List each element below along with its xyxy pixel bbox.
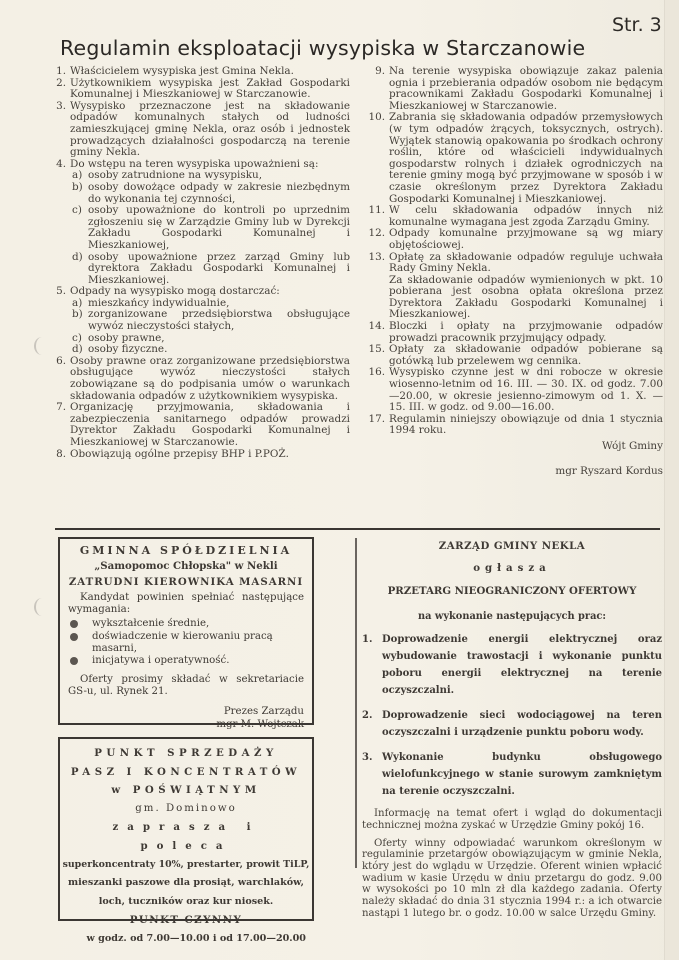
regulations-left-column xyxy=(50,66,350,460)
rule-item xyxy=(365,321,663,344)
rule-text: Odpady komunalne przyjmowane są wg miary objętościowej. xyxy=(389,227,663,251)
ad-line: superkoncentraty 10%, prestarter, prowit TiLP, xyxy=(62,858,310,870)
task-text: Wykonanie budynku obsługowego wielofunkcyjnego w stanie surowym zamkniętym na terenie oczyszczalni. xyxy=(382,752,662,798)
rule-text: Wysypisko czynne jest w dni robocze w okresie wiosenno-letnim od 16. III. — 30. IX. od godz. 7.00—20.00, w okresie jesienno-zimowym od 1. X. — 15. III. w godz. od 9.00—16.00. xyxy=(389,366,663,414)
rule-number: 8. xyxy=(56,447,66,460)
rule-text: Bloczki i opłaty na przyjmowanie odpadów prowadzi pracownik przyjmujący odpady. xyxy=(389,320,663,344)
rule-number: 4. xyxy=(56,157,66,170)
tender-headline: PRZETARG NIEOGRANICZONY OFERTOWY xyxy=(387,584,637,597)
ad-line: PUNKT SPRZEDAŻY xyxy=(94,747,278,759)
regulations-right-column xyxy=(365,66,663,477)
sub-text: osoby prawne, xyxy=(88,331,165,344)
rule-item xyxy=(365,228,663,251)
ad-line: mieszanki paszowe dla prosiąt, warchlaków, xyxy=(68,877,304,889)
paper-stain xyxy=(34,598,50,616)
tender-info: Informację na temat ofert i wgląd do dokumentacji technicznej można zyskać w Urzędzie Gminy pokój 16. xyxy=(362,808,662,831)
rule-extra-text: Za składowanie odpadów wymienionych w pkt. 10 pobierana jest osobna opłata określona przez Dyrektora Zakładu Gospodarki Komunalnej i Mieszkaniowej. xyxy=(389,273,663,321)
rule-number: 12. xyxy=(368,227,385,240)
requirement-item xyxy=(68,655,304,667)
tender-org: ZARZĄD GMINY NEKLA xyxy=(438,540,586,552)
sub-letter: c) xyxy=(72,204,82,217)
ad-org: GMINNA SPÓŁDZIELNIA xyxy=(79,544,293,557)
sub-item xyxy=(72,252,350,287)
rule-item xyxy=(50,159,350,287)
rule-text: Osoby prawne oraz zorganizowane przedsiębiorstwa obsługujące wywóz nieczystości stałych zobowiązane są do podpisania umów o warunkach składowania odpadów z użytkownikiem wysypiska. xyxy=(70,354,350,402)
rule-text: Opłaty za składowanie odpadów pobierane są gotówką lub przelewem wg cennika. xyxy=(389,343,663,367)
rule-number: 7. xyxy=(56,401,66,414)
sub-text: osoby zatrudnione na wysypisku, xyxy=(88,169,262,182)
rule-text: W celu składowania odpadów innych niż komunalne wymagana jest zgoda Zarządu Gminy. xyxy=(389,204,663,228)
ad-offer: Oferty prosimy składać w sekretariacie GS-u, ul. Rynek 21. xyxy=(68,673,304,697)
sub-item xyxy=(72,205,350,251)
rule-text: Organizację przyjmowania, składowania i zabezpieczenia sanitarnego odpadów prowadzi Dyrektor Zakładu Gospodarki Komunalnej i Mieszkaniowej w Starczanowie. xyxy=(70,401,350,448)
rule-number: 16. xyxy=(368,366,385,379)
page-edge xyxy=(664,0,679,960)
ad-sign-name: mgr M. Wojtczak xyxy=(216,718,304,730)
rule-number: 2. xyxy=(56,76,66,89)
rule-number: 14. xyxy=(368,320,385,333)
sub-text: osoby dowożące odpady w zakresie niezbędnym do wykonania tej czynności, xyxy=(88,180,350,205)
rule-text: Opłatę za składowanie odpadów reguluje uchwała Rady Gminy Nekla. xyxy=(389,250,663,275)
rule-item xyxy=(50,402,350,448)
tender-announces: ogłasza xyxy=(473,562,551,575)
rule-item xyxy=(365,414,663,437)
requirement-item xyxy=(68,631,304,656)
task-item xyxy=(362,707,662,741)
sub-text: osoby fizyczne. xyxy=(88,343,168,356)
rule-number: 1. xyxy=(56,65,66,77)
rule-text: Na terenie wysypiska obowiązuje zakaz palenia ognia i przebierania odpadów osobom nie będącym pracownikami Zakładu Gospodarki Komunalnej i Mieszkaniowej w Starczanowie. xyxy=(389,65,663,112)
sub-item xyxy=(72,182,350,205)
ad-sign-role: Prezes Zarządu xyxy=(223,706,304,718)
rule-item xyxy=(365,66,663,112)
requirement-text: doświadczenie w kierowaniu pracą masarni, xyxy=(92,630,273,655)
rule-number: 9. xyxy=(375,65,385,77)
rule-text: Do wstępu na teren wysypiska upoważnieni są: xyxy=(70,157,319,170)
sub-letter: b) xyxy=(72,308,83,321)
rule-number: 13. xyxy=(368,250,385,263)
ad-line: PASZ I KONCENTRATÓW xyxy=(70,765,302,778)
task-text: Doprowadzenie sieci wodociągowej na teren oczyszczalni i urządzenie punktu poboru wody. xyxy=(382,710,662,739)
sub-letter: a) xyxy=(72,169,83,182)
sub-letter: c) xyxy=(72,331,82,344)
sub-letter: d) xyxy=(72,343,83,356)
rule-item xyxy=(50,356,350,402)
sub-text: zorganizowane przedsiębiorstwa obsługujące wywóz nieczystości stałych, xyxy=(88,308,350,333)
sub-letter: b) xyxy=(72,180,83,193)
rule-item xyxy=(365,205,663,228)
signature-name: mgr Ryszard Kordus xyxy=(555,464,663,477)
rule-number: 11. xyxy=(368,204,385,217)
rule-item xyxy=(365,367,663,413)
sub-letter: d) xyxy=(72,250,83,263)
ad-tender xyxy=(362,540,662,920)
requirement-text: inicjatywa i operatywność. xyxy=(92,655,230,667)
rule-item xyxy=(50,78,350,101)
ad-line: w godz. od 7.00—10.00 i od 17.00—20.00 xyxy=(86,932,306,944)
rule-number: 10. xyxy=(368,111,385,124)
rule-text: Odpady na wysypisko mogą dostarczać: xyxy=(70,285,280,298)
rule-item xyxy=(50,101,350,159)
tender-conditions: Oferty winny odpowiadać warunkom określonym w regulaminie przetargów obowiązującym w gminie Nekla, który jest do wglądu w Urzędzie. Oferent winien wpłacić wadium w kasie Urzędu w dniu przetargu do godz. 9.00 w wysokości po 10 mln zł dla każdego zadania. Oferty należy składać do dnia 31 stycznia 1994 r.: a ich otwarcie nastąpi 1 lutego br. o godz. 10.00 w salce Urzędu Gminy. xyxy=(362,837,662,919)
rule-number: 17. xyxy=(368,412,385,425)
ad-line: gm. Dominowo xyxy=(135,802,237,814)
ad-line: PUNKT CZYNNY xyxy=(129,914,243,927)
rule-number: 5. xyxy=(56,285,66,298)
bullet-icon xyxy=(70,633,78,641)
sub-text: osoby upoważnione przez zarząd Gminy lub dyrektora Zakładu Gospodarki Komunalnej i Mieszkaniowej. xyxy=(88,250,350,286)
ad-line: w POŚWIĄTNYM xyxy=(111,784,261,797)
task-number: 1. xyxy=(362,634,373,646)
rule-item xyxy=(50,449,350,461)
task-item xyxy=(362,749,662,800)
rule-item xyxy=(365,344,663,367)
rule-text: Użytkownikiem wysypiska jest Zakład Gospodarki Komunalnej i Mieszkaniowej w Starczanowie. xyxy=(70,76,350,101)
bullet-icon xyxy=(70,620,78,628)
signature-role: Wójt Gminy xyxy=(602,440,663,452)
rule-item xyxy=(50,286,350,356)
ad-line: zaprasza i poleca xyxy=(112,821,260,852)
requirement-item xyxy=(68,618,304,630)
ad-gs-spoldzielnia xyxy=(68,545,304,731)
rule-number: 6. xyxy=(56,354,66,367)
ad-intro: Kandydat powinien spełniać następujące wymagania: xyxy=(68,591,304,616)
sub-text: osoby upoważnione do kontroli po uprzednim zgłoszeniu się w Zarządzie Gminy lub w Dyrekcji Zakładu Gospodarki Komunalnej i Mieszkaniowej, xyxy=(88,204,350,251)
rule-number: 15. xyxy=(368,343,385,356)
ad-line: loch, tuczników oraz kur niosek. xyxy=(98,895,274,907)
rule-text: Regulamin niniejszy obowiązuje od dnia 1 stycznia 1994 roku. xyxy=(389,412,663,437)
column-divider xyxy=(355,538,357,868)
rule-text: Wysypisko przeznaczone jest na składowanie odpadów komunalnych stałych od ludności zamieszkującej gminę Nekla, oraz osób i jednostek prowadzących działalności gospodarczą na terenie gminy Nekla. xyxy=(70,99,350,159)
ad-headline: ZATRUDNI KIEROWNIKA MASARNI xyxy=(68,575,304,588)
sub-letter: a) xyxy=(72,296,83,309)
rule-text: Zabrania się składowania odpadów przemysłowych (w tym odpadów żrących, toksycznych, ostrych). Wyjątek stanowią opakowania po środkach ochrony roślin, które od właścicieli indywidualnych gospodarstw rolnych i działek ogrodniczych na terenie gminy mogą być przyjmowane w sposób i w czasie określonym przez Dyrektora Zakładu Gospodarki Komunalnej i Mieszkaniowej. xyxy=(389,111,663,205)
rule-number: 3. xyxy=(56,99,66,112)
tender-lead: na wykonanie następujących prac: xyxy=(418,610,606,622)
rule-item xyxy=(365,252,663,322)
ad-subtitle: „Samopomoc Chłopska" w Nekli xyxy=(94,560,278,573)
rule-text: Obowiązują ogólne przepisy BHP i P.POŻ. xyxy=(70,447,289,460)
sub-item xyxy=(72,309,350,332)
requirement-text: wykształcenie średnie, xyxy=(92,618,210,630)
article-title: Regulamin eksploatacji wysypiska w Starczanowie xyxy=(60,36,586,60)
paper-stain xyxy=(34,337,50,355)
bullet-icon xyxy=(70,657,78,665)
ad-punkt-sprzedazy xyxy=(62,744,310,949)
page-number: Str. 3 xyxy=(612,14,662,36)
task-number: 3. xyxy=(362,752,373,764)
sub-text: mieszkańcy indywidualnie, xyxy=(88,296,230,309)
task-text: Doprowadzenie energii elektrycznej oraz wybudowanie trawostacji i wykonanie punktu poboru energii elektrycznej na terenie oczyszczalni. xyxy=(382,634,662,697)
task-item xyxy=(362,631,662,699)
rule-item xyxy=(365,112,663,205)
task-number: 2. xyxy=(362,710,373,722)
section-divider xyxy=(55,528,660,530)
rule-text: Właścicielem wysypiska jest Gmina Nekla. xyxy=(70,65,294,77)
